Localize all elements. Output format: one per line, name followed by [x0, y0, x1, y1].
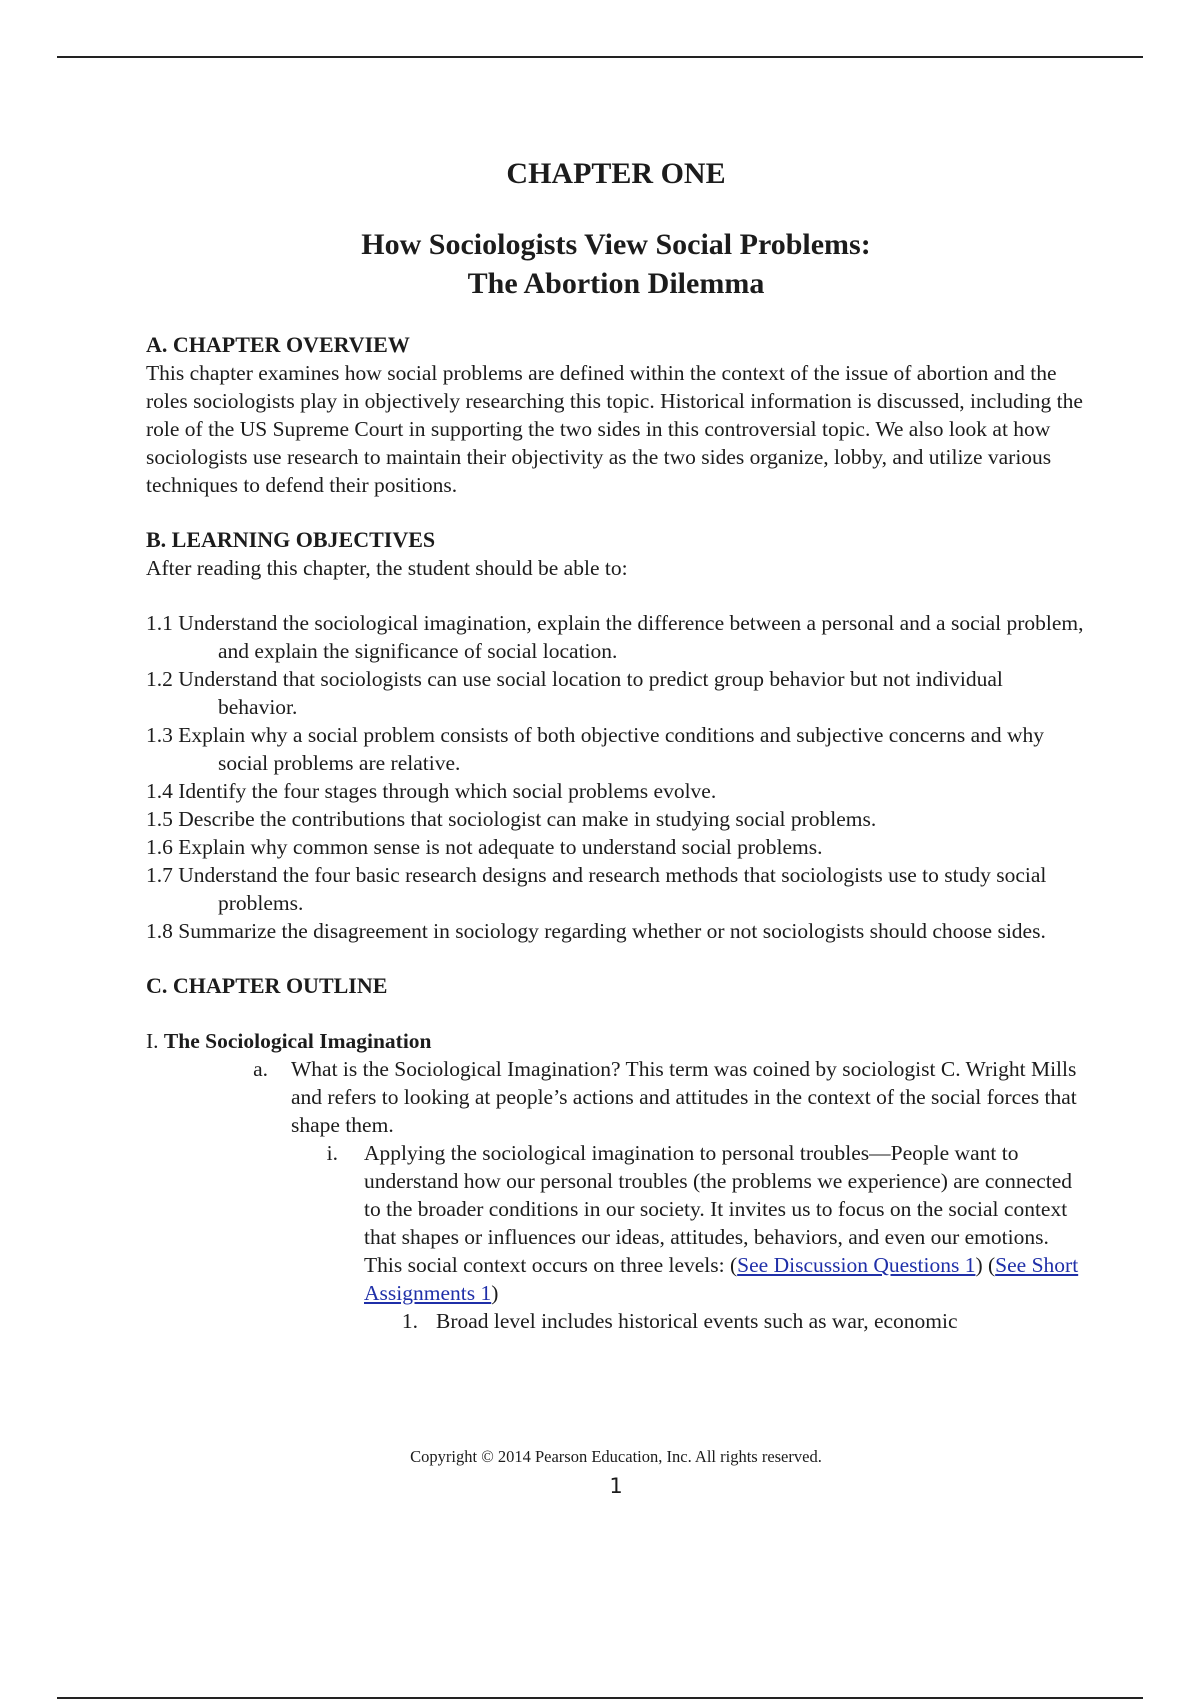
objective-item: 1.8 Summarize the disagreement in sociology regarding whether or not sociologists should choose sides.	[146, 919, 1046, 943]
chapter-title: CHAPTER ONE	[506, 157, 726, 190]
chapter-subtitle	[146, 225, 1086, 303]
copyright-notice: Copyright © 2014 Pearson Education, Inc. All rights reserved.	[410, 1447, 822, 1466]
objectives-list	[146, 609, 1086, 945]
outline-marker: 1.	[401, 1309, 418, 1333]
page-body	[146, 156, 1086, 1335]
objective-item: 1.7 Understand the four basic research designs and research methods that sociologists use to study social problems.	[146, 863, 1047, 915]
subtitle-line-1: How Sociologists View Social Problems:	[361, 228, 871, 261]
page-number: 1	[609, 1474, 623, 1498]
objective-item: 1.4 Identify the four stages through which social problems evolve.	[146, 779, 717, 803]
bottom-rule	[57, 1697, 1143, 1699]
objective-item: 1.1 Understand the sociological imagination, explain the difference between a personal and a social problem, and explain the significance of social location.	[146, 611, 1084, 663]
outline-section-title	[146, 1027, 1086, 1055]
outline-item-1	[146, 1307, 1086, 1335]
outline-marker: a.	[253, 1057, 268, 1081]
outline-item-a-text: What is the Sociological Imagination? This term was coined by sociologist C. Wright Mills and refers to looking at people’s actions and attitudes in the context of the social forces that shape them.	[291, 1057, 1077, 1137]
outline-item-i: i. Applying the sociological imagination to personal troubles—People want to understand how our personal troubles (the problems we experience) are connected to the broader conditions in our society. It invites us to focus on the social context that shapes or influences our ideas, attitudes, behaviors, and even our emotions. This social context occurs on three levels: (See Discussion Questions 1) (See Short Assignments 1)	[146, 1139, 1086, 1307]
outline-section-name: The Sociological Imagination	[163, 1029, 432, 1053]
discussion-questions-link[interactable]: See Discussion Questions 1	[737, 1253, 976, 1277]
objective-item: 1.2 Understand that sociologists can use social location to predict group behavior but not individual behavior.	[146, 667, 1003, 719]
objectives-intro: After reading this chapter, the student should be able to:	[146, 556, 628, 580]
top-rule	[57, 56, 1143, 58]
objective-item: 1.3 Explain why a social problem consists of both objective conditions and subjective concerns and why social problems are relative.	[146, 723, 1045, 775]
outline-section-number: I.	[146, 1029, 159, 1053]
objectives-section	[146, 526, 1086, 945]
overview-text: This chapter examines how social problems are defined within the context of the issue of abortion and the roles sociologists play in objectively researching this topic. Historical information is discussed, including the role of the US Supreme Court in supporting the two sides in this controversial topic. We also look at how sociologists use research to maintain their objectivity as the two sides organize, lobby, and utilize various techniques to defend their positions.	[146, 361, 1083, 497]
overview-heading: A. CHAPTER OVERVIEW	[146, 332, 410, 357]
overview-section	[146, 331, 1086, 499]
objective-item: 1.6 Explain why common sense is not adequate to understand social problems.	[146, 835, 823, 859]
short-assignments-link[interactable]: See Short Assignments 1	[364, 1253, 1079, 1305]
outline-item-1-text: Broad level includes historical events such as war, economic	[436, 1309, 958, 1333]
objective-item: 1.5 Describe the contributions that sociologist can make in studying social problems.	[146, 807, 877, 831]
outline-item-a	[146, 1055, 1086, 1139]
objectives-heading: B. LEARNING OBJECTIVES	[146, 527, 436, 552]
outline-item-i-text: Applying the sociological imagination to personal troubles—People want to understand how our personal troubles (the problems we experience) are connected to the broader conditions in our society. It invites us to focus on the social context that shapes or influences our ideas, attitudes, behaviors, and even our emotions. This social context occurs on three levels:	[364, 1141, 1073, 1277]
outline-section	[146, 972, 1086, 1335]
subtitle-line-2: The Abortion Dilemma	[467, 267, 765, 300]
outline-heading: C. CHAPTER OUTLINE	[146, 973, 388, 998]
outline-marker: i.	[326, 1141, 338, 1165]
